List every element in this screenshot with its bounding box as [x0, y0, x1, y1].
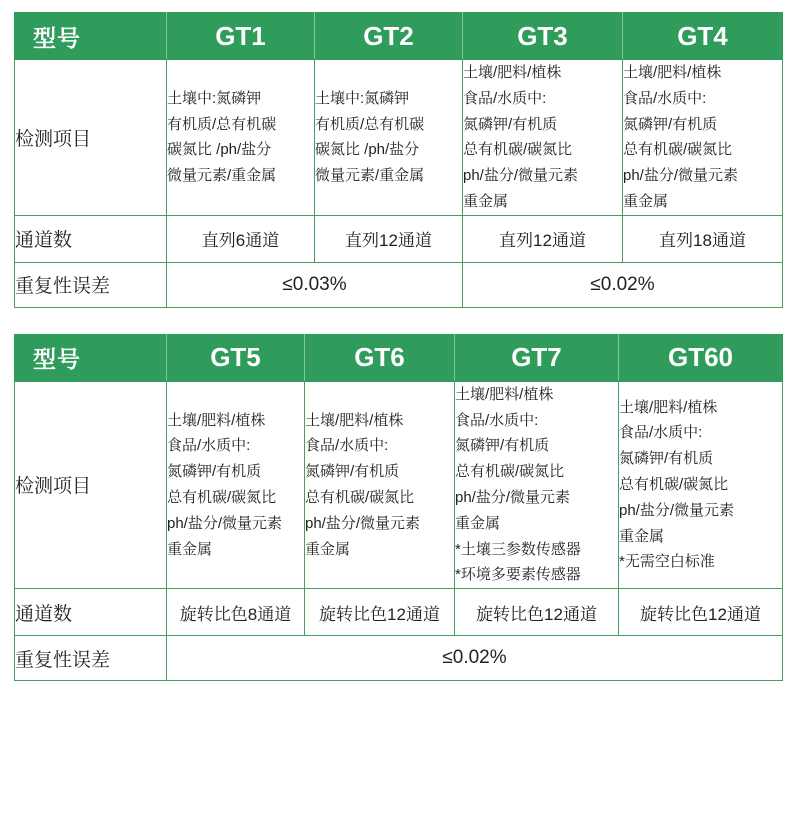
item-line: 有机质/总有机碳: [167, 115, 277, 133]
header-model-2: GT6: [305, 334, 455, 381]
item-line: 食品/水质中:: [619, 424, 703, 442]
item-line: 土壤/肥料/植株: [305, 411, 404, 429]
header-model-4: GT4: [623, 13, 783, 60]
item-line: 有机质/总有机碳: [315, 115, 425, 133]
channels-gt3: 直列12通道: [463, 215, 623, 262]
item-line: 氮磷钾/有机质: [305, 463, 400, 481]
table-row-channels: [15, 589, 783, 636]
header-model-3: GT7: [455, 334, 619, 381]
item-line: 总有机碳/碳氮比: [455, 463, 565, 481]
item-line: 土壤/肥料/植株: [619, 398, 718, 416]
item-line: 微量元素/重金属: [315, 167, 425, 185]
item-line: 微量元素/重金属: [167, 167, 277, 185]
item-line: ph/盐分/微量元素: [623, 167, 739, 185]
item-line-note: *土壤三参数传感器: [455, 540, 581, 558]
row-label-channels: 通道数: [15, 589, 167, 636]
item-line: 重金属: [619, 527, 665, 545]
item-line: 氮磷钾/有机质: [455, 437, 550, 455]
detection-items-gt7: [455, 381, 619, 588]
table-row-detection-items: [15, 381, 783, 588]
channels-gt1: 直列6通道: [167, 215, 315, 262]
item-line-note: *环境多要素传感器: [455, 566, 581, 584]
table-row-channels: [15, 215, 783, 262]
detection-items-gt2: [315, 60, 463, 216]
detection-items-gt6: [305, 381, 455, 588]
row-label-repeatability-error: 重复性误差: [15, 262, 167, 307]
table-row-repeatability-error: [15, 636, 783, 681]
item-line: 土壤中:氮磷钾: [167, 89, 262, 107]
item-line-note: *无需空白标准: [619, 553, 715, 571]
item-line: 食品/水质中:: [167, 437, 251, 455]
detection-items-gt3: [463, 60, 623, 216]
table-header-row: [15, 13, 783, 60]
item-line: 氮磷钾/有机质: [623, 115, 718, 133]
item-line: ph/盐分/微量元素: [463, 167, 579, 185]
spec-table-gt1-gt4: [14, 12, 783, 308]
item-line: 氮磷钾/有机质: [167, 463, 262, 481]
item-line: 土壤/肥料/植株: [455, 385, 554, 403]
channels-gt6: 旋转比色12通道: [305, 589, 455, 636]
repeatability-error-gt3-gt4: ≤0.02%: [463, 262, 783, 307]
item-line: 食品/水质中:: [463, 89, 547, 107]
item-line: 重金属: [455, 514, 501, 532]
item-line: 土壤中:氮磷钾: [315, 89, 410, 107]
channels-gt4: 直列18通道: [623, 215, 783, 262]
detection-items-gt4: [623, 60, 783, 216]
table-header-row: [15, 334, 783, 381]
table-row-detection-items: [15, 60, 783, 216]
row-label-channels: 通道数: [15, 215, 167, 262]
item-line: 土壤/肥料/植株: [167, 411, 266, 429]
item-line: ph/盐分/微量元素: [619, 501, 735, 519]
spec-table-gt5-gt60: [14, 334, 783, 681]
item-line: 氮磷钾/有机质: [463, 115, 558, 133]
item-line: 总有机碳/碳氮比: [623, 141, 733, 159]
channels-gt2: 直列12通道: [315, 215, 463, 262]
row-label-detection-items: 检测项目: [15, 60, 167, 216]
row-label-repeatability-error: 重复性误差: [15, 636, 167, 681]
item-line: 重金属: [305, 540, 351, 558]
header-label-model: 型号: [15, 334, 167, 381]
channels-gt7: 旋转比色12通道: [455, 589, 619, 636]
item-line: ph/盐分/微量元素: [455, 488, 571, 506]
item-line: 重金属: [623, 192, 669, 210]
item-line: 土壤/肥料/植株: [463, 64, 562, 81]
item-line: 碳氮比 /ph/盐分: [167, 141, 272, 159]
detection-items-gt5: [167, 381, 305, 588]
header-model-2: GT2: [315, 13, 463, 60]
item-line: 食品/水质中:: [305, 437, 389, 455]
item-line: 食品/水质中:: [623, 89, 707, 107]
item-line: ph/盐分/微量元素: [305, 514, 421, 532]
header-label-model: 型号: [15, 13, 167, 60]
row-label-detection-items: 检测项目: [15, 381, 167, 588]
item-line: 食品/水质中:: [455, 411, 539, 429]
header-model-1: GT1: [167, 13, 315, 60]
detection-items-gt1: [167, 60, 315, 216]
header-model-3: GT3: [463, 13, 623, 60]
channels-gt5: 旋转比色8通道: [167, 589, 305, 636]
item-line: 总有机碳/碳氮比: [619, 476, 729, 494]
item-line: 重金属: [167, 540, 213, 558]
header-model-4: GT60: [619, 334, 783, 381]
item-line: 总有机碳/碳氮比: [305, 488, 415, 506]
table-row-repeatability-error: [15, 262, 783, 307]
item-line: 总有机碳/碳氮比: [463, 141, 573, 159]
repeatability-error-all: ≤0.02%: [167, 636, 783, 681]
item-line: 碳氮比 /ph/盐分: [315, 141, 420, 159]
channels-gt60: 旋转比色12通道: [619, 589, 783, 636]
detection-items-gt60: [619, 381, 783, 588]
item-line: 总有机碳/碳氮比: [167, 488, 277, 506]
repeatability-error-gt1-gt2: ≤0.03%: [167, 262, 463, 307]
header-model-1: GT5: [167, 334, 305, 381]
item-line: 氮磷钾/有机质: [619, 450, 714, 468]
item-line: 土壤/肥料/植株: [623, 64, 722, 81]
item-line: 重金属: [463, 192, 509, 210]
item-line: ph/盐分/微量元素: [167, 514, 283, 532]
